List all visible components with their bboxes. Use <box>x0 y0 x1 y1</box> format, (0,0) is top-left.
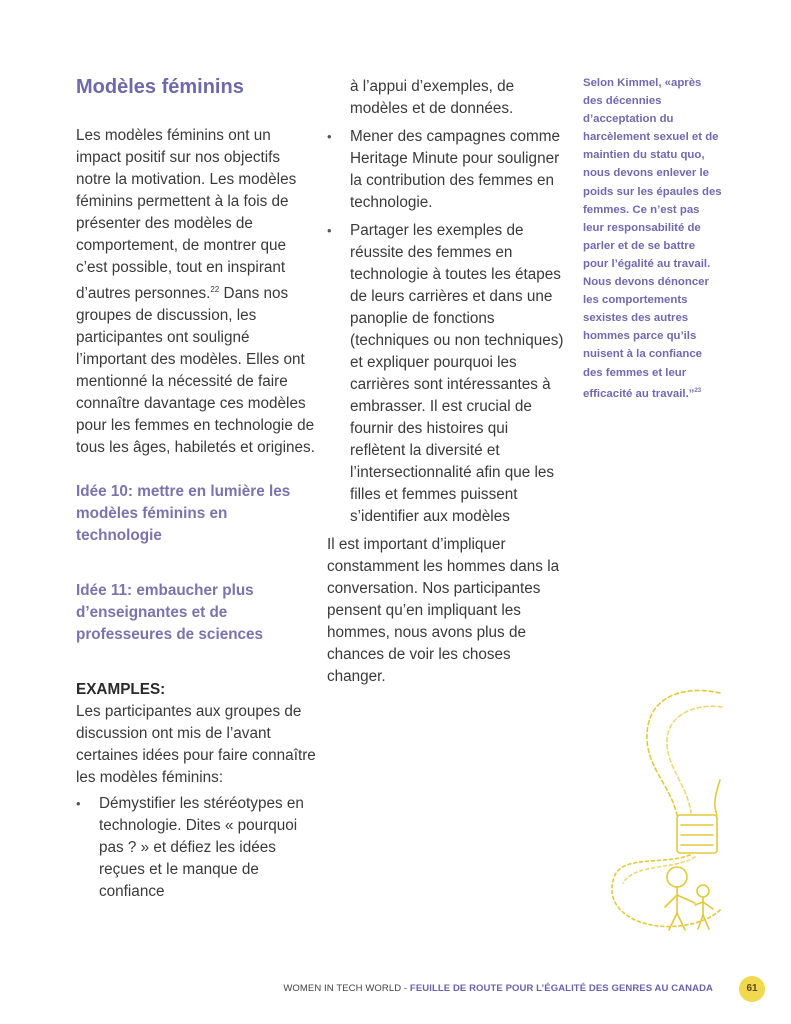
page-footer <box>0 977 791 1001</box>
section-title: Modèles féminins <box>76 76 244 98</box>
sidebar-quote <box>583 74 723 402</box>
footnote-ref-23: 23 <box>694 387 702 394</box>
idea-10-text: mettre en lumière les modèles féminins en technologie <box>76 483 291 545</box>
bullet-text: Mener des campagnes comme Heritage Minute pour souligner la contribution des femmes en technologie. <box>350 128 561 211</box>
middle-column <box>327 76 567 688</box>
footnote-ref-22: 22 <box>210 285 220 294</box>
idea-11 <box>76 580 316 646</box>
lightbulb-with-people-sketch-icon <box>595 685 725 935</box>
idea-10-label: Idée 10: <box>76 483 133 501</box>
intro-paragraph <box>76 125 316 459</box>
pull-quote <box>583 74 723 402</box>
closing-paragraph: Il est important d’impliquer constamment les hommes dans la conversation. Nos participantes pensent qu’en impliquant les hommes, nous avons plus de chances de voir les choses changer. <box>327 536 560 685</box>
intro-text-2: Dans nos groupes de discussion, les participantes ont souligné l’important des modèles. Elles ont mentionné la nécessité de faire connaître davantage ces modèles pour les femmes en technologie de tous les âges, habiletés et origines. <box>76 285 315 457</box>
bullet-icon: • <box>327 223 332 238</box>
examples-intro: Les participantes aux groupes de discussion ont mis de l’avant certaines idées pour faire connaître les modèles féminins: <box>76 703 316 787</box>
page-number: 61 <box>739 976 765 1002</box>
bullet-icon: • <box>327 129 332 144</box>
examples-list <box>76 793 316 903</box>
quote-text: Selon Kimmel, «après des décennies d’acceptation du harcèlement sexuel et de maintien du statu quo, nous devons enlever le poids sur les épaules des femmes. Ce n’est pas leur responsabilité de parler et de se battre pour l’égalité au travail. Nous devons dénoncer les comportements sexistes des autres hommes parce qu’ils nuisent à la confiance des femmes et leur efficacité au travail.” <box>583 77 722 400</box>
idea-10 <box>76 481 316 547</box>
bullet-text: Partager les exemples de réussite des femmes en technologie à toutes les étapes de leurs carrières et dans une panoplie de fonctions (techniques ou non techniques) et expliquer pourquoi les carrières sont intéressantes à embrasser. Il est crucial de fournir des histoires qui reflètent la diversité et l’intersectionnalité afin que les filles et femmes puissent s’identifier aux modèles <box>350 222 564 525</box>
list-item <box>327 126 567 214</box>
footer-text <box>283 983 713 994</box>
left-column <box>76 76 316 903</box>
bullet-icon: • <box>76 796 81 812</box>
bullet-text: Démystifier les stéréotypes en technologie. Dites « pourquoi pas ? » et défiez les idées reçues et le manque de confiance <box>99 795 304 901</box>
intro-text: Les modèles féminins ont un impact positif sur nos objectifs notre la motivation. Les modèles féminins permettent à la fois de présenter des modèles de comportement, de montrer que c’est possible, tout en inspirant d’autres personnes. <box>76 127 297 303</box>
footer-publication: WOMEN IN TECH WORLD - <box>283 983 410 994</box>
examples-list-continued <box>327 126 567 528</box>
idea-11-label: Idée 11: <box>76 582 133 600</box>
list-item <box>76 793 316 903</box>
examples-heading: EXAMPLES: <box>76 681 166 699</box>
idea-11-text: embaucher plus d’enseignantes et de professeures de sciences <box>76 582 264 644</box>
list-item <box>327 220 567 528</box>
footer-subtitle: FEUILLE DE ROUTE POUR L’ÉGALITÉ DES GENRES AU CANADA <box>409 983 713 994</box>
bullet-continuation: à l’appui d’exemples, de modèles et de données. <box>350 78 515 117</box>
